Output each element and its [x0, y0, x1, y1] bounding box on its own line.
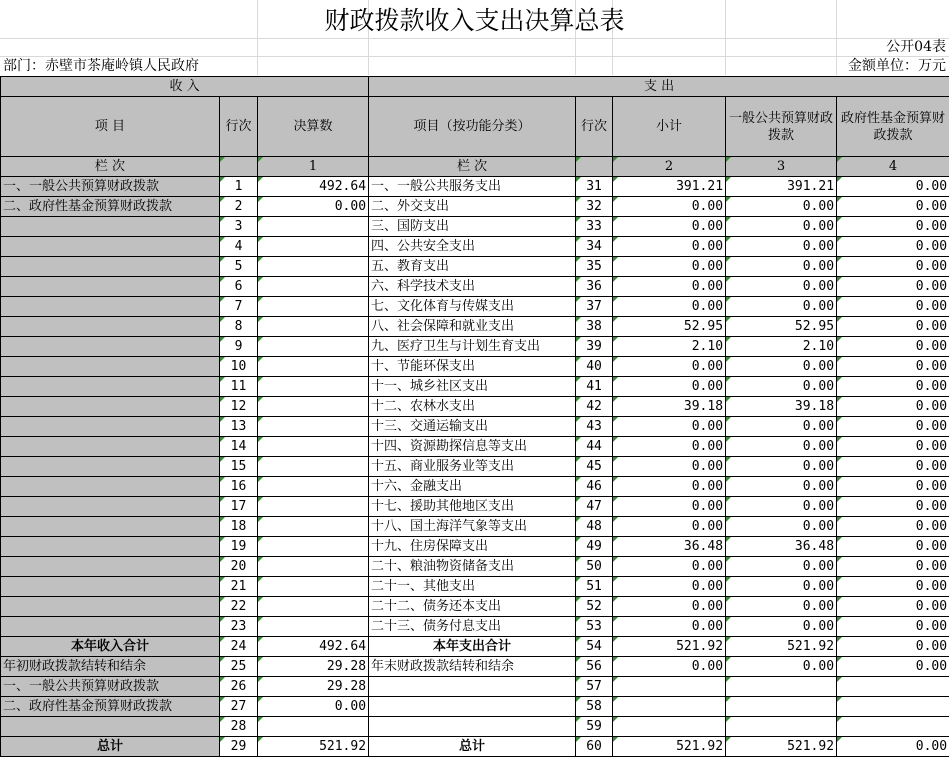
expense-row-no-cell[interactable]: 38: [576, 317, 613, 337]
income-amount-cell[interactable]: [258, 397, 369, 417]
table-row: [1, 277, 949, 297]
form-code: 公开04表: [886, 39, 949, 55]
income-item-cell[interactable]: [1, 397, 220, 417]
column-index-4: 4: [837, 157, 949, 177]
income-item-cell[interactable]: [1, 377, 220, 397]
expense-row-no-cell[interactable]: 41: [576, 377, 613, 397]
expense-row-no-cell[interactable]: 52: [576, 597, 613, 617]
general-budget-cell[interactable]: 2.10: [726, 337, 837, 357]
table-row: [1, 537, 949, 557]
expense-item-cell[interactable]: 十七、援助其他地区支出: [369, 497, 576, 517]
department-label: 部门：赤壁市茶庵岭镇人民政府: [3, 57, 199, 75]
gov-fund-cell[interactable]: 0.00: [837, 737, 949, 757]
income-amount-cell[interactable]: [258, 337, 369, 357]
expense-row-no-cell[interactable]: 56: [576, 657, 613, 677]
subtotal-cell[interactable]: 0.00: [613, 457, 726, 477]
table-row: [1, 677, 949, 697]
table-row: [1, 717, 949, 737]
table-row: [1, 297, 949, 317]
income-row-no-cell[interactable]: 24: [220, 637, 258, 657]
income-row-no-cell[interactable]: 7: [220, 297, 258, 317]
col-row-no: 行次: [220, 97, 258, 157]
expense-row-no-cell[interactable]: 49: [576, 537, 613, 557]
table-row: [1, 617, 949, 637]
income-row-no-cell[interactable]: 18: [220, 517, 258, 537]
expense-item-cell[interactable]: 十三、交通运输支出: [369, 417, 576, 437]
table-row: [1, 397, 949, 417]
table-row: [1, 177, 949, 197]
gov-fund-cell[interactable]: 0.00: [837, 337, 949, 357]
income-amount-cell[interactable]: [258, 257, 369, 277]
income-row-no-cell[interactable]: 22: [220, 597, 258, 617]
table-row: [1, 337, 949, 357]
general-budget-cell[interactable]: 0.00: [726, 557, 837, 577]
expense-item-cell[interactable]: 二十、粮油物资储备支出: [369, 557, 576, 577]
table-row: [1, 597, 949, 617]
gov-fund-cell[interactable]: 0.00: [837, 277, 949, 297]
income-amount-cell[interactable]: 29.28: [258, 677, 369, 697]
income-item-cell[interactable]: 二、政府性基金预算财政拨款: [1, 697, 220, 717]
income-amount-cell[interactable]: [258, 717, 369, 737]
income-amount-cell[interactable]: [258, 377, 369, 397]
expense-row-no-cell[interactable]: 51: [576, 577, 613, 597]
income-item-cell[interactable]: [1, 297, 220, 317]
expense-row-no-cell[interactable]: 37: [576, 297, 613, 317]
expense-item-cell[interactable]: 本年支出合计: [369, 637, 576, 657]
table-row: [1, 437, 949, 457]
income-item-cell[interactable]: 年初财政拨款结转和结余: [1, 657, 220, 677]
general-budget-cell[interactable]: 0.00: [726, 497, 837, 517]
subtotal-cell[interactable]: 0.00: [613, 557, 726, 577]
report-title: 财政拨款收入支出决算总表: [0, 0, 949, 39]
income-amount-cell[interactable]: [258, 617, 369, 637]
income-amount-cell[interactable]: [258, 217, 369, 237]
income-item-cell[interactable]: [1, 577, 220, 597]
income-row-no-cell[interactable]: 29: [220, 737, 258, 757]
expense-item-cell[interactable]: 五、教育支出: [369, 257, 576, 277]
total-row: [1, 737, 949, 757]
gov-fund-cell[interactable]: 0.00: [837, 417, 949, 437]
expense-item-cell[interactable]: 一、一般公共服务支出: [369, 177, 576, 197]
unit-label: 金额单位：万元: [848, 57, 946, 75]
column-index-blank-2: [576, 157, 613, 177]
income-amount-cell[interactable]: 521.92: [258, 737, 369, 757]
general-budget-cell[interactable]: 52.95: [726, 317, 837, 337]
column-index-blank: [220, 157, 258, 177]
expense-item-cell[interactable]: 七、文化体育与传媒支出: [369, 297, 576, 317]
expense-row-no-cell[interactable]: 58: [576, 697, 613, 717]
subtotal-cell[interactable]: 0.00: [613, 417, 726, 437]
gov-fund-cell[interactable]: 0.00: [837, 497, 949, 517]
table-row: [1, 357, 949, 377]
income-amount-cell[interactable]: [258, 497, 369, 517]
general-budget-cell[interactable]: [726, 697, 837, 717]
income-row-no-cell[interactable]: 3: [220, 217, 258, 237]
expense-item-cell[interactable]: 二十三、债务付息支出: [369, 617, 576, 637]
table-row: [1, 257, 949, 277]
expense-item-cell[interactable]: 四、公共安全支出: [369, 237, 576, 257]
income-item-cell[interactable]: [1, 237, 220, 257]
total-row: [1, 637, 949, 657]
general-budget-cell[interactable]: 521.92: [726, 737, 837, 757]
general-budget-cell[interactable]: 0.00: [726, 457, 837, 477]
table-row: [1, 317, 949, 337]
subtotal-cell[interactable]: 0.00: [613, 497, 726, 517]
department-row: [0, 57, 949, 75]
income-amount-cell[interactable]: [258, 477, 369, 497]
gov-fund-cell[interactable]: 0.00: [837, 217, 949, 237]
income-amount-cell[interactable]: 492.64: [258, 177, 369, 197]
subtotal-cell[interactable]: 521.92: [613, 737, 726, 757]
subtotal-cell[interactable]: 0.00: [613, 237, 726, 257]
income-item-cell[interactable]: [1, 217, 220, 237]
table-row: [1, 217, 949, 237]
general-budget-cell[interactable]: 391.21: [726, 177, 837, 197]
general-budget-cell[interactable]: 0.00: [726, 617, 837, 637]
expense-row-no-cell[interactable]: 34: [576, 237, 613, 257]
subtotal-cell[interactable]: 0.00: [613, 577, 726, 597]
expense-row-no-cell[interactable]: 60: [576, 737, 613, 757]
column-index-label-2: 栏 次: [369, 157, 576, 177]
income-amount-cell[interactable]: [258, 317, 369, 337]
expense-item-cell[interactable]: 十六、金融支出: [369, 477, 576, 497]
income-amount-cell[interactable]: [258, 517, 369, 537]
income-row-no-cell[interactable]: 28: [220, 717, 258, 737]
subtotal-cell[interactable]: 0.00: [613, 597, 726, 617]
col-subtotal: 小计: [613, 97, 726, 157]
expense-item-cell[interactable]: 十九、住房保障支出: [369, 537, 576, 557]
income-amount-cell[interactable]: 29.28: [258, 657, 369, 677]
expense-header: 支 出: [369, 77, 949, 97]
table-row: [1, 457, 949, 477]
gov-fund-cell[interactable]: 0.00: [837, 517, 949, 537]
col-general-budget: 一般公共预算财政拨款: [726, 97, 837, 157]
expense-item-cell[interactable]: [369, 717, 576, 737]
gov-fund-cell[interactable]: 0.00: [837, 537, 949, 557]
expense-row-no-cell[interactable]: 43: [576, 417, 613, 437]
income-item-cell[interactable]: 二、政府性基金预算财政拨款: [1, 197, 220, 217]
general-budget-cell[interactable]: 0.00: [726, 517, 837, 537]
income-item-cell[interactable]: 一、一般公共预算财政拨款: [1, 677, 220, 697]
gov-fund-cell[interactable]: 0.00: [837, 257, 949, 277]
table-body: [1, 177, 949, 757]
gov-fund-cell[interactable]: 0.00: [837, 657, 949, 677]
expense-item-cell[interactable]: [369, 677, 576, 697]
expense-item-cell[interactable]: 三、国防支出: [369, 217, 576, 237]
expense-item-cell[interactable]: 十二、农林水支出: [369, 397, 576, 417]
income-row-no-cell[interactable]: 17: [220, 497, 258, 517]
gov-fund-cell[interactable]: 0.00: [837, 357, 949, 377]
income-row-no-cell[interactable]: 12: [220, 397, 258, 417]
income-item-cell[interactable]: [1, 277, 220, 297]
income-item-cell[interactable]: [1, 457, 220, 477]
expense-row-no-cell[interactable]: 45: [576, 457, 613, 477]
gov-fund-cell[interactable]: 0.00: [837, 397, 949, 417]
income-amount-cell[interactable]: [258, 357, 369, 377]
expense-item-cell[interactable]: 八、社会保障和就业支出: [369, 317, 576, 337]
income-amount-cell[interactable]: [258, 577, 369, 597]
expense-item-cell[interactable]: 九、医疗卫生与计划生育支出: [369, 337, 576, 357]
subtotal-cell[interactable]: 0.00: [613, 437, 726, 457]
income-amount-cell[interactable]: [258, 237, 369, 257]
general-budget-cell[interactable]: 0.00: [726, 597, 837, 617]
table-row: [1, 517, 949, 537]
income-item-cell[interactable]: 本年收入合计: [1, 637, 220, 657]
col-item: 项 目: [1, 97, 220, 157]
income-row-no-cell[interactable]: 20: [220, 557, 258, 577]
general-budget-cell[interactable]: 0.00: [726, 197, 837, 217]
subtotal-cell[interactable]: 0.00: [613, 257, 726, 277]
gov-fund-cell[interactable]: [837, 697, 949, 717]
gov-fund-cell[interactable]: 0.00: [837, 617, 949, 637]
expense-row-no-cell[interactable]: 44: [576, 437, 613, 457]
expense-item-cell[interactable]: [369, 697, 576, 717]
expense-row-no-cell[interactable]: 54: [576, 637, 613, 657]
gov-fund-cell[interactable]: 0.00: [837, 597, 949, 617]
income-row-no-cell[interactable]: 16: [220, 477, 258, 497]
income-row-no-cell[interactable]: 23: [220, 617, 258, 637]
income-item-cell[interactable]: [1, 517, 220, 537]
general-budget-cell[interactable]: 0.00: [726, 357, 837, 377]
general-budget-cell[interactable]: 0.00: [726, 377, 837, 397]
general-budget-cell[interactable]: 0.00: [726, 277, 837, 297]
general-budget-cell[interactable]: [726, 677, 837, 697]
subtotal-cell[interactable]: 0.00: [613, 377, 726, 397]
income-amount-cell[interactable]: [258, 277, 369, 297]
income-row-no-cell[interactable]: 1: [220, 177, 258, 197]
gov-fund-cell[interactable]: 0.00: [837, 237, 949, 257]
expense-item-cell[interactable]: 六、科学技术支出: [369, 277, 576, 297]
column-index-1: 1: [258, 157, 369, 177]
income-amount-cell[interactable]: [258, 437, 369, 457]
table-row: [1, 657, 949, 677]
subtotal-cell[interactable]: 0.00: [613, 297, 726, 317]
income-item-cell[interactable]: [1, 477, 220, 497]
subtotal-cell[interactable]: 0.00: [613, 277, 726, 297]
header-row-index: [1, 157, 949, 177]
income-item-cell[interactable]: [1, 437, 220, 457]
subtotal-cell[interactable]: 0.00: [613, 657, 726, 677]
expense-row-no-cell[interactable]: 48: [576, 517, 613, 537]
general-budget-cell[interactable]: 0.00: [726, 657, 837, 677]
subtotal-cell[interactable]: 52.95: [613, 317, 726, 337]
general-budget-cell[interactable]: 0.00: [726, 477, 837, 497]
header-row-section: [1, 77, 949, 97]
income-row-no-cell[interactable]: 2: [220, 197, 258, 217]
income-amount-cell[interactable]: [258, 417, 369, 437]
subtotal-cell[interactable]: 0.00: [613, 617, 726, 637]
income-amount-cell[interactable]: 0.00: [258, 697, 369, 717]
budget-table: [0, 76, 949, 757]
income-row-no-cell[interactable]: 25: [220, 657, 258, 677]
general-budget-cell[interactable]: 0.00: [726, 257, 837, 277]
subtotal-cell[interactable]: 0.00: [613, 357, 726, 377]
expense-item-cell[interactable]: 年末财政拨款结转和结余: [369, 657, 576, 677]
income-amount-cell[interactable]: 492.64: [258, 637, 369, 657]
subtotal-cell[interactable]: 391.21: [613, 177, 726, 197]
income-row-no-cell[interactable]: 13: [220, 417, 258, 437]
col-gov-fund-budget: 政府性基金预算财政拨款: [837, 97, 949, 157]
column-index-label: 栏 次: [1, 157, 220, 177]
income-item-cell[interactable]: [1, 557, 220, 577]
income-row-no-cell[interactable]: 5: [220, 257, 258, 277]
general-budget-cell[interactable]: 0.00: [726, 417, 837, 437]
col-row-no-2: 行次: [576, 97, 613, 157]
income-item-cell[interactable]: [1, 537, 220, 557]
income-row-no-cell[interactable]: 4: [220, 237, 258, 257]
general-budget-cell[interactable]: 0.00: [726, 577, 837, 597]
subtotal-cell[interactable]: 0.00: [613, 197, 726, 217]
income-amount-cell[interactable]: [258, 537, 369, 557]
income-row-no-cell[interactable]: 8: [220, 317, 258, 337]
income-item-cell[interactable]: 总计: [1, 737, 220, 757]
gov-fund-cell[interactable]: 0.00: [837, 637, 949, 657]
income-amount-cell[interactable]: [258, 457, 369, 477]
table-row: [1, 377, 949, 397]
table-row: [1, 237, 949, 257]
expense-row-no-cell[interactable]: 57: [576, 677, 613, 697]
income-amount-cell[interactable]: [258, 597, 369, 617]
expense-row-no-cell[interactable]: 59: [576, 717, 613, 737]
income-row-no-cell[interactable]: 10: [220, 357, 258, 377]
expense-row-no-cell[interactable]: 40: [576, 357, 613, 377]
income-item-cell[interactable]: [1, 317, 220, 337]
expense-item-cell[interactable]: 十五、商业服务业等支出: [369, 457, 576, 477]
expense-item-cell[interactable]: 二十二、债务还本支出: [369, 597, 576, 617]
expense-item-cell[interactable]: 十、节能环保支出: [369, 357, 576, 377]
income-row-no-cell[interactable]: 9: [220, 337, 258, 357]
table-row: [1, 477, 949, 497]
income-row-no-cell[interactable]: 27: [220, 697, 258, 717]
expense-row-no-cell[interactable]: 39: [576, 337, 613, 357]
subtotal-cell[interactable]: [613, 717, 726, 737]
gov-fund-cell[interactable]: 0.00: [837, 477, 949, 497]
expense-row-no-cell[interactable]: 42: [576, 397, 613, 417]
subtotal-cell[interactable]: 2.10: [613, 337, 726, 357]
table-row: [1, 197, 949, 217]
expense-row-no-cell[interactable]: 32: [576, 197, 613, 217]
expense-item-cell[interactable]: 二、外交支出: [369, 197, 576, 217]
header-row-columns: [1, 97, 949, 157]
income-item-cell[interactable]: [1, 717, 220, 737]
form-code-row: [0, 38, 949, 57]
subtotal-cell[interactable]: 39.18: [613, 397, 726, 417]
general-budget-cell[interactable]: 0.00: [726, 297, 837, 317]
expense-row-no-cell[interactable]: 35: [576, 257, 613, 277]
gov-fund-cell[interactable]: 0.00: [837, 177, 949, 197]
subtotal-cell[interactable]: [613, 697, 726, 717]
income-amount-cell[interactable]: [258, 557, 369, 577]
general-budget-cell[interactable]: 0.00: [726, 237, 837, 257]
income-item-cell[interactable]: [1, 357, 220, 377]
income-row-no-cell[interactable]: 19: [220, 537, 258, 557]
income-amount-cell[interactable]: [258, 297, 369, 317]
gov-fund-cell[interactable]: [837, 677, 949, 697]
income-amount-cell[interactable]: 0.00: [258, 197, 369, 217]
income-row-no-cell[interactable]: 11: [220, 377, 258, 397]
general-budget-cell[interactable]: 39.18: [726, 397, 837, 417]
income-item-cell[interactable]: 一、一般公共预算财政拨款: [1, 177, 220, 197]
income-item-cell[interactable]: [1, 497, 220, 517]
expense-item-cell[interactable]: 十一、城乡社区支出: [369, 377, 576, 397]
income-item-cell[interactable]: [1, 417, 220, 437]
expense-item-cell[interactable]: 十四、资源勘探信息等支出: [369, 437, 576, 457]
subtotal-cell[interactable]: 521.92: [613, 637, 726, 657]
general-budget-cell[interactable]: 0.00: [726, 217, 837, 237]
general-budget-cell[interactable]: 0.00: [726, 437, 837, 457]
gov-fund-cell[interactable]: 0.00: [837, 197, 949, 217]
general-budget-cell[interactable]: 36.48: [726, 537, 837, 557]
expense-row-no-cell[interactable]: 50: [576, 557, 613, 577]
income-item-cell[interactable]: [1, 597, 220, 617]
gov-fund-cell[interactable]: 0.00: [837, 557, 949, 577]
expense-row-no-cell[interactable]: 33: [576, 217, 613, 237]
income-item-cell[interactable]: [1, 257, 220, 277]
expense-row-no-cell[interactable]: 31: [576, 177, 613, 197]
income-row-no-cell[interactable]: 21: [220, 577, 258, 597]
table-row: [1, 497, 949, 517]
income-item-cell[interactable]: [1, 337, 220, 357]
gov-fund-cell[interactable]: 0.00: [837, 377, 949, 397]
gov-fund-cell[interactable]: [837, 717, 949, 737]
income-row-no-cell[interactable]: 6: [220, 277, 258, 297]
table-row: [1, 557, 949, 577]
expense-row-no-cell[interactable]: 46: [576, 477, 613, 497]
gov-fund-cell[interactable]: 0.00: [837, 577, 949, 597]
income-item-cell[interactable]: [1, 617, 220, 637]
col-item-by-function: 项目（按功能分类）: [369, 97, 576, 157]
expense-row-no-cell[interactable]: 47: [576, 497, 613, 517]
general-budget-cell[interactable]: [726, 717, 837, 737]
column-index-2: 2: [613, 157, 726, 177]
expense-item-cell[interactable]: 二十一、其他支出: [369, 577, 576, 597]
subtotal-cell[interactable]: 0.00: [613, 217, 726, 237]
general-budget-cell[interactable]: 521.92: [726, 637, 837, 657]
expense-row-no-cell[interactable]: 53: [576, 617, 613, 637]
subtotal-cell[interactable]: 36.48: [613, 537, 726, 557]
expense-item-cell[interactable]: 总计: [369, 737, 576, 757]
table-row: [1, 577, 949, 597]
gov-fund-cell[interactable]: 0.00: [837, 317, 949, 337]
gov-fund-cell[interactable]: 0.00: [837, 457, 949, 477]
table-row: [1, 417, 949, 437]
income-row-no-cell[interactable]: 26: [220, 677, 258, 697]
subtotal-cell[interactable]: 0.00: [613, 477, 726, 497]
gov-fund-cell[interactable]: 0.00: [837, 297, 949, 317]
income-header: 收 入: [1, 77, 369, 97]
expense-row-no-cell[interactable]: 36: [576, 277, 613, 297]
income-row-no-cell[interactable]: 15: [220, 457, 258, 477]
col-final-amount: 决算数: [258, 97, 369, 157]
expense-item-cell[interactable]: 十八、国土海洋气象等支出: [369, 517, 576, 537]
subtotal-cell[interactable]: 0.00: [613, 517, 726, 537]
income-row-no-cell[interactable]: 14: [220, 437, 258, 457]
table-row: [1, 697, 949, 717]
gov-fund-cell[interactable]: 0.00: [837, 437, 949, 457]
subtotal-cell[interactable]: [613, 677, 726, 697]
column-index-3: 3: [726, 157, 837, 177]
